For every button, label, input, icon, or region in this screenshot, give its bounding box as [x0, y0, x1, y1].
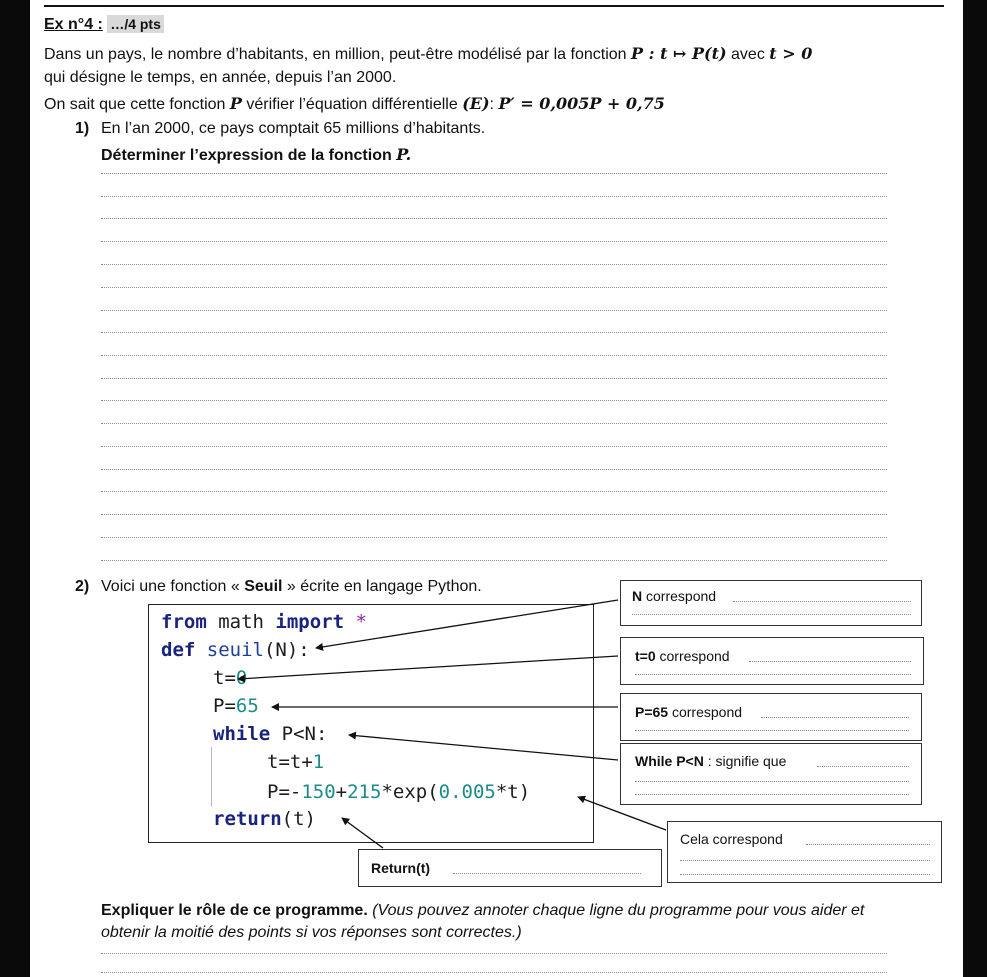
parameters: (N): [263, 639, 310, 661]
number-literal: 65 [235, 695, 259, 717]
footer-line-1 [101, 902, 864, 920]
arrow-n [316, 600, 618, 648]
annotation-label-bold: Return(t) [371, 860, 431, 876]
number-literal: 215 [347, 781, 382, 803]
annotation-label: Cela correspond [680, 831, 783, 847]
q1-text: En l’an 2000, ce pays comptait 65 millions d’habitants. [101, 120, 486, 137]
number-literal: 1 [312, 751, 325, 773]
annotation-label-bold: P=65 [635, 704, 669, 720]
function-notation: P : t ↦ P(t) [631, 44, 727, 63]
footer-instruction: Expliquer le rôle de ce programme. [101, 902, 368, 919]
operator: + [335, 781, 348, 803]
footer-note: (Vous pouvez annoter chaque ligne du programme pour vous aider et [367, 902, 865, 919]
annotation-label: : signifie que [703, 753, 787, 769]
arrow-while [349, 735, 618, 760]
annotation-label-bold: While P<N [635, 753, 704, 769]
code-text: t= [213, 667, 236, 689]
code-text: *exp( [381, 781, 439, 803]
code-text: P=- [267, 781, 302, 803]
code-text: (t) [281, 808, 316, 830]
footer-line-2: obtenir la moitié des points si vos réponses sont correctes.) [101, 924, 522, 941]
keyword: from [161, 611, 207, 633]
exercise-number: Ex n°4 : [44, 16, 103, 33]
q1-instruction-text: Déterminer l’expression de la fonction [101, 147, 397, 164]
function-symbol: P. [396, 145, 412, 164]
q2-number: 2) [75, 578, 90, 595]
code-text: P= [213, 695, 236, 717]
intro-text: vérifier l’équation différentielle [241, 96, 463, 113]
module-name: math [206, 611, 276, 633]
function-identifier: seuil [195, 639, 264, 661]
code-text: t=t+ [267, 751, 313, 773]
function-name: Seuil [244, 578, 283, 595]
function-symbol: P [229, 94, 242, 113]
answer-line[interactable] [101, 953, 887, 954]
annotation-label-bold: N [632, 588, 643, 604]
intro-text: : [489, 96, 499, 113]
annotation-label: correspond [655, 648, 730, 664]
number-literal: 0.005 [438, 781, 496, 803]
number-literal: 0 [235, 667, 248, 689]
arrow-return [342, 818, 383, 848]
operator: * [344, 611, 367, 633]
keyword: return [213, 808, 282, 830]
intro-text: avec [726, 46, 770, 63]
annotation-label: correspond [668, 704, 743, 720]
number-literal: 150 [301, 781, 336, 803]
code-text: *t) [495, 781, 531, 803]
q1-number: 1) [75, 120, 90, 137]
arrow-p-update [578, 797, 666, 830]
answer-line[interactable] [101, 972, 887, 973]
keyword: while [213, 723, 271, 745]
differential-equation: P′ = 0,005P + 0,75 [498, 94, 665, 113]
q2-text-part: Voici une fonction « [101, 578, 245, 595]
points-badge: …/4 pts [107, 15, 164, 33]
keyword: def [161, 639, 196, 661]
condition: P<N: [270, 723, 328, 745]
keyword: import [275, 611, 345, 633]
q2-text-part: » écrite en langage Python. [282, 578, 482, 595]
intro-text: On sait que cette fonction [44, 96, 230, 113]
annotation-label-bold: t=0 [635, 648, 656, 664]
intro-line-2: qui désigne le temps, en année, depuis l’an 2000. [44, 69, 397, 86]
arrow-t0 [238, 656, 618, 679]
annotation-label: correspond [642, 588, 717, 604]
intro-text: Dans un pays, le nombre d’habitants, en million, peut-être modélisé par la fonction [44, 46, 631, 63]
equation-label: (E) [462, 94, 490, 113]
domain-condition: t > 0 [769, 44, 813, 63]
